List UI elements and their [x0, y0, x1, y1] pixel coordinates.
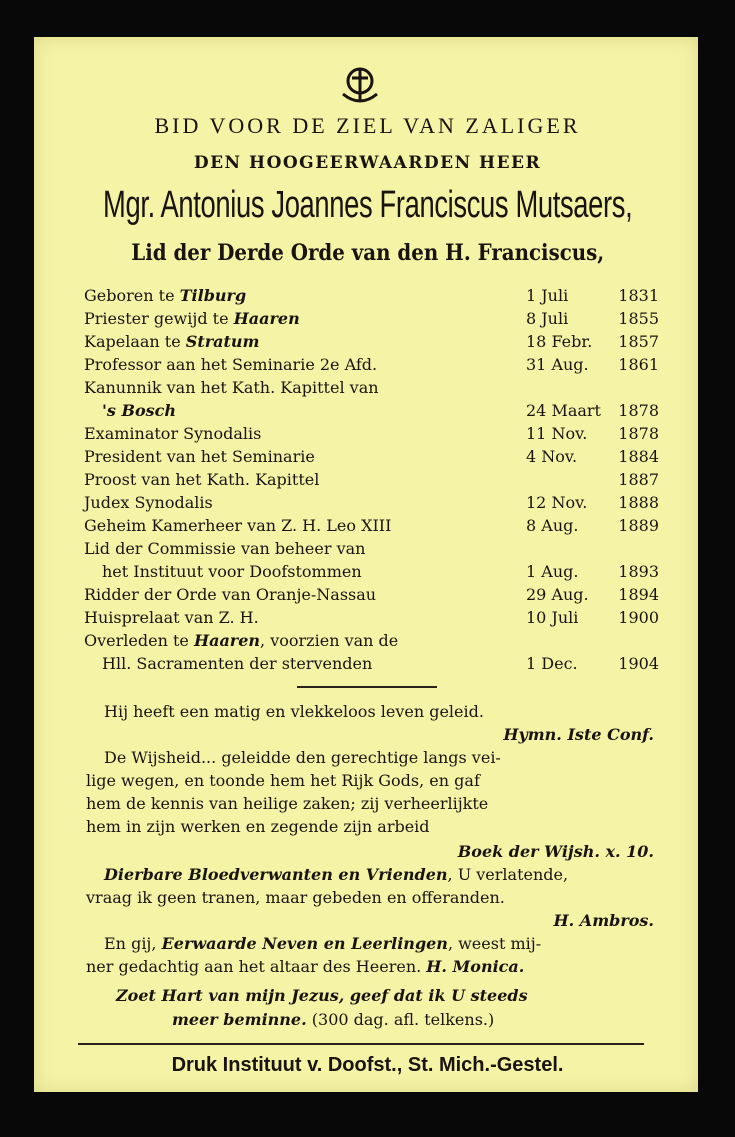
career-row: President van het Seminarie 4 Nov. 1884	[84, 447, 659, 466]
career-row: Geheim Kamerheer van Z. H. Leo XIII 8 Aug. 1889	[84, 516, 659, 535]
career-list	[84, 284, 659, 675]
career-row: Overleden te Haaren, voorzien van de	[84, 631, 399, 650]
quote-line: De Wijsheid... geleidde den gerechtige langs vei-	[104, 748, 501, 767]
career-row: Geboren te Tilburg 1 Juli 1831	[84, 286, 659, 305]
quote-line: En gij, Eerwaarde Neven en Leerlingen, weest mij-	[104, 934, 542, 953]
career-row: Huisprelaat van Z. H. 10 Juli 1900	[84, 608, 659, 627]
career-row: Ridder der Orde van Oranje-Nassau 29 Aug. 1894	[84, 585, 659, 604]
prayer-line: Zoet Hart van mijn Jezus, geef dat ik U steeds	[116, 986, 528, 1005]
career-row: Proost van het Kath. Kapittel 1887	[84, 470, 659, 489]
quote-source: H. Ambros.	[553, 911, 654, 930]
quote-line: hem de kennis van heilige zaken; zij verheerlijkte	[86, 794, 489, 813]
quote-line: Dierbare Bloedverwanten en Vrienden, U verlatende,	[104, 865, 569, 884]
quote-line: hem in zijn werken en zegende zijn arbeid	[86, 817, 430, 836]
career-row: Judex Synodalis 12 Nov. 1888	[84, 493, 659, 512]
order-membership: Lid der Derde Orde van den H. Franciscus,	[131, 240, 605, 266]
career-row: het Instituut voor Doofstommen 1 Aug. 1893	[102, 562, 659, 581]
career-row: Professor aan het Seminarie 2e Afd. 31 Aug. 1861	[84, 355, 659, 374]
career-row: Kapelaan te Stratum 18 Febr. 1857	[84, 332, 659, 351]
honorific-heading: DEN HOOGEERWAARDEN HEER	[193, 153, 542, 173]
deceased-name: Mgr. Antonius Joannes Franciscus Mutsaers,	[103, 184, 633, 226]
career-row: Priester gewijd te Haaren 8 Juli 1855	[84, 309, 659, 328]
cross-emblem-icon	[337, 64, 383, 106]
career-row: Hll. Sacramenten der stervenden 1 Dec. 1904	[102, 654, 659, 673]
printer-imprint: Druk Instituut v. Doofst., St. Mich.-Gestel.	[171, 1054, 564, 1076]
prayer-heading: BID VOOR DE ZIEL VAN ZALIGER	[154, 113, 581, 138]
career-row: Examinator Synodalis 11 Nov. 1878	[84, 424, 659, 443]
divider	[297, 686, 437, 688]
quote-line: vraag ik geen tranen, maar gebeden en offeranden.	[86, 888, 505, 907]
footer-divider	[78, 1043, 644, 1045]
quote-source: Hymn. Iste Conf.	[503, 725, 654, 744]
career-row: Kanunnik van het Kath. Kapittel van	[84, 378, 379, 397]
quote-line: lige wegen, en toonde hem het Rijk Gods, en gaf	[86, 771, 480, 790]
quote-source: Boek der Wijsh. x. 10.	[457, 842, 654, 861]
quote-line: ner gedachtig aan het altaar des Heeren. H. Monica.	[86, 957, 525, 976]
prayer-line: meer beminne. (300 dag. afl. telkens.)	[172, 1010, 495, 1029]
quote-line: Hij heeft een matig en vlekkeloos leven geleid.	[104, 702, 484, 721]
career-row: 's Bosch 24 Maart 1878	[102, 401, 659, 420]
career-row: Lid der Commissie van beheer van	[84, 539, 366, 558]
